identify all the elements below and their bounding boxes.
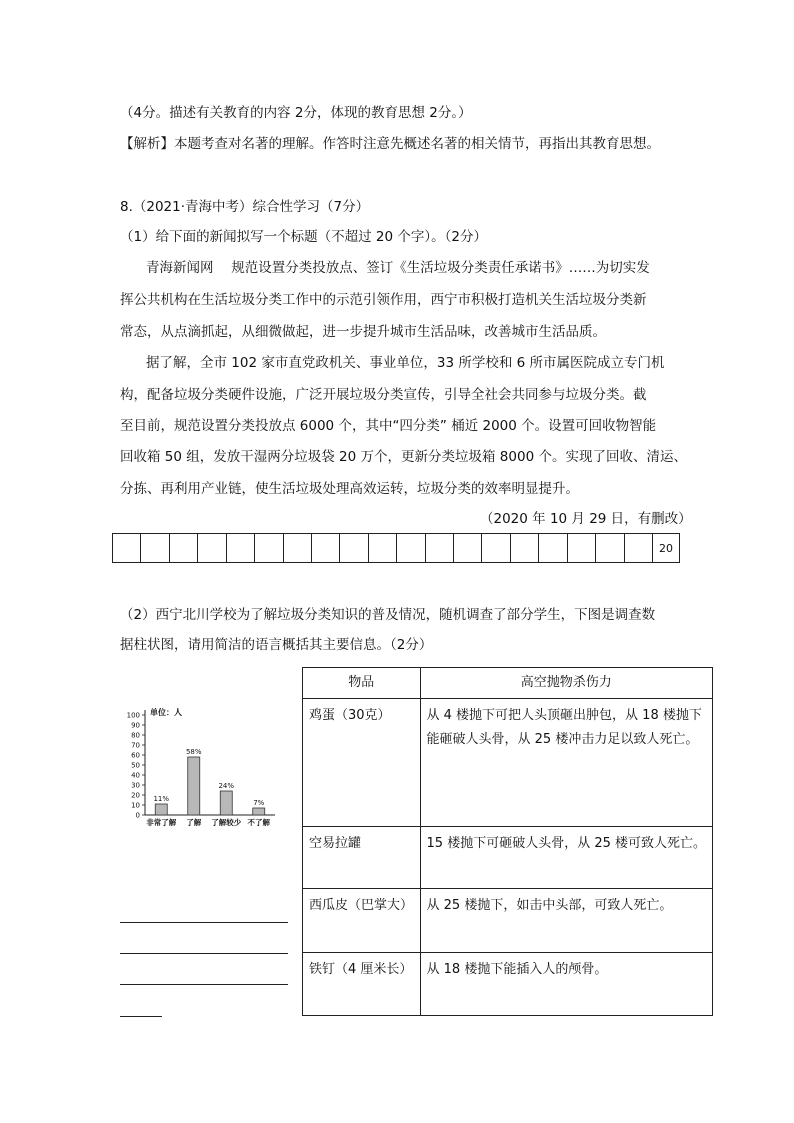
table-row [303,953,713,1016]
y-tick-label: 80 [131,731,140,740]
part2-prompt-line: （2）西宁北川学校为了解垃圾分类知识的普及情况，随机调查了部分学生，下图是调查数 [120,607,656,623]
y-tick-label: 0 [135,811,140,820]
item-cell: 铁钉（4 厘米长） [303,953,421,1016]
x-category-label: 不了解 [247,818,270,827]
answer-cell[interactable] [369,534,397,562]
unit-label: 单位：人 [150,708,182,717]
char-count-label: 20 [659,541,674,555]
answer-cell[interactable] [141,534,169,562]
bar-data-label: 24% [218,782,235,790]
news-source: （2020 年 10 月 29 日，有删改） [480,511,692,527]
y-tick-label: 40 [131,771,140,780]
bar [220,791,232,815]
answer-line[interactable] [120,922,288,923]
bar [253,808,265,815]
bar [155,804,167,815]
answer-cell[interactable] [454,534,482,562]
y-tick-label: 30 [131,781,140,790]
news-line: 构，配备垃圾分类硬件设施，广泛开展垃圾分类宣传，引导全社会共同参与垃圾分类。截 [120,387,647,403]
answer-cell[interactable] [227,534,255,562]
news-line: 分拣、再利用产业链，使生活垃圾处理高效运转，垃圾分类的效率明显提升。 [120,481,579,497]
item-cell: 西瓜皮（巴掌大） [303,889,421,953]
answer-line[interactable] [120,1016,162,1017]
answer-cell[interactable] [198,534,226,562]
bar-data-label: 11% [153,795,170,803]
analysis-text: 【解析】本题考查对名著的理解。作答时注意先概述名著的相关情节，再指出其教育思想。 [120,136,660,152]
y-tick-label: 70 [131,741,140,750]
effect-cell: 从 4 楼抛下可把人头顶砸出肿包，从 18 楼抛下能砸破人头骨，从 25 楼冲击力足以致人死亡。 [420,699,712,827]
y-tick-label: 60 [131,751,140,760]
table-header-row [303,668,713,699]
item-cell: 鸡蛋（30克） [303,699,421,827]
news-line: 至目前，规范设置分类投放点 6000 个，其中“四分类” 桶近 2000 个。设置可回收物智能 [120,418,657,434]
x-category-label: 非常了解 [146,818,177,827]
title-answer-boxes[interactable] [112,533,680,563]
question-title: 8.（2021·青海中考）综合性学习（7分） [120,199,370,215]
bar [188,757,200,815]
bar-data-label: 7% [253,799,265,807]
survey-bar-chart [118,704,278,834]
answer-line[interactable] [120,984,288,985]
y-tick-label: 10 [131,801,140,810]
answer-cell[interactable] [539,534,567,562]
effect-cell: 从 18 楼抛下能插入人的颅骨。 [420,953,712,1016]
news-line: 挥公共机构在生活垃圾分类工作中的示范引领作用，西宁市积极打造机关生活垃圾分类新 [120,292,647,308]
answer-cell[interactable] [284,534,312,562]
answer-cell[interactable] [312,534,340,562]
answer-cell[interactable] [113,534,141,562]
score-note: （4分。描述有关教育的内容 2分，体现的教育思想 2分。） [120,105,472,121]
y-tick-label: 100 [126,711,140,720]
news-line: 回收箱 50 组，发放干湿两分垃圾袋 20 万个，更新分类垃圾箱 8000 个。实现了回收、清运、 [120,449,687,465]
part2-prompt-line: 据柱状图，请用简洁的语言概括其主要信息。（2分） [120,637,433,653]
y-tick-label: 20 [131,791,140,800]
answer-cell[interactable] [511,534,539,562]
header-effect: 高空抛物杀伤力 [420,668,712,699]
y-tick-label: 50 [131,761,140,770]
part1-prompt: （1）给下面的新闻拟写一个标题（不超过 20 个字）。（2分） [120,229,487,245]
news-line: 常态，从点滴抓起，从细微做起，进一步提升城市生活品味，改善城市生活品质。 [120,324,606,340]
answer-line[interactable] [120,953,288,954]
answer-cell[interactable] [397,534,425,562]
bar-data-label: 58% [185,748,202,756]
effect-cell: 15 楼抛下可砸破人头骨，从 25 楼可致人死亡。 [420,827,712,889]
news-line: 青海新闻网 规范设置分类投放点、签订《生活垃圾分类责任承诺书》……为切实发 [146,260,650,276]
y-tick-label: 90 [131,721,140,730]
x-category-label: 了解较少 [211,818,242,827]
item-cell: 空易拉罐 [303,827,421,889]
x-category-label: 了解 [186,818,202,827]
effect-cell: 从 25 楼抛下，如击中头部，可致人死亡。 [420,889,712,953]
object-harm-table [302,667,713,1016]
answer-cell[interactable] [426,534,454,562]
news-line: 据了解，全市 102 家市直党政机关、事业单位，33 所学校和 6 所市属医院成立专门机 [146,355,665,371]
header-item: 物品 [303,668,421,699]
answer-cell[interactable] [568,534,596,562]
table-row [303,827,713,889]
answer-cell[interactable] [170,534,198,562]
answer-cell[interactable] [596,534,624,562]
answer-cell[interactable] [255,534,283,562]
table-row [303,889,713,953]
answer-cell[interactable] [482,534,510,562]
answer-cell[interactable] [340,534,368,562]
table-row [303,699,713,827]
answer-cell[interactable] [625,534,653,562]
